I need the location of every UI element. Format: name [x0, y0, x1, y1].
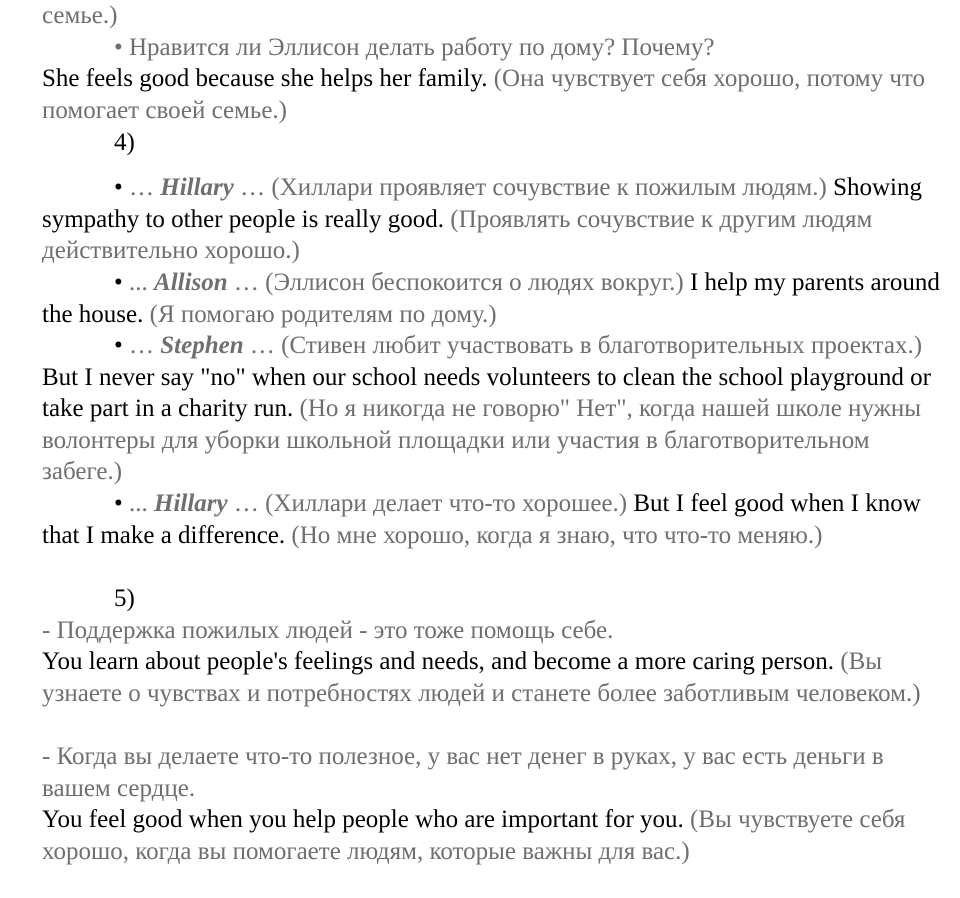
person-name: Allison [154, 269, 228, 296]
ellipsis-before: ... [122, 269, 155, 296]
russian-text: (Эллисон беспокоится о людях вокруг.) [265, 269, 684, 296]
russian-translation: (Вы узнаете о чувствах и потребностях людей и станете более заботливым человеком.) [42, 648, 921, 707]
russian-text: (Хиллари проявляет сочувствие к пожилым людям.) [271, 174, 827, 201]
bullet-hillary-difference [42, 488, 942, 551]
person-name: Stephen [160, 332, 244, 359]
section-number: 5) [114, 585, 135, 612]
bullet-mark: • [114, 174, 123, 201]
section-number-4 [42, 127, 942, 159]
russian-translation: (Я помогаю родителям по дому.) [149, 300, 497, 328]
ellipsis-after: … [227, 269, 266, 296]
russian-question: • Нравится ли Эллисон делать работу по дому? Почему? [114, 34, 715, 61]
english-text: But I never say "no" when our school needs volunteers to clean the school playground or take part in a charity run. [42, 363, 931, 422]
bullet-stephen [42, 330, 942, 488]
bullet-hillary-sympathy [42, 172, 942, 267]
bullet-mark: • [114, 269, 123, 296]
answer-feel-good [42, 804, 942, 867]
question-allison [42, 32, 942, 64]
russian-text: семье.) [42, 2, 118, 29]
ellipsis-before: … [122, 174, 161, 201]
bullet-mark: • [114, 332, 123, 359]
ellipsis-before: … [122, 332, 161, 359]
bullet-allison [42, 267, 942, 330]
russian-translation: (Она чувствует себя хорошо, потому что помогает своей семье.) [42, 65, 926, 124]
english-text: But I feel good when I know that I make a difference. [42, 490, 921, 549]
ellipsis-before: ... [122, 490, 155, 517]
russian-translation: (Вы чувствуете себя хорошо, когда вы помогаете людям, которые важны для вас.) [42, 806, 906, 865]
russian-text: (Стивен любит участвовать в благотворительных проектах.) [281, 332, 923, 359]
english-text: I help my parents around the house. [42, 269, 940, 328]
ellipsis-after: … [233, 174, 272, 201]
russian-translation: (Но мне хорошо, когда я знаю, что что-то меняю.) [291, 521, 823, 549]
person-name: Hillary [160, 174, 234, 201]
answer-caring-person [42, 646, 942, 709]
section-number-5 [42, 583, 942, 615]
statement-money-heart [42, 741, 942, 804]
english-text: You learn about people's feelings and needs, and become a more caring person. [42, 648, 834, 675]
ellipsis-after: … [243, 332, 282, 359]
paragraph-family-end [42, 0, 942, 32]
ellipsis-after: … [227, 490, 266, 517]
russian-text: (Хиллари делает что-то хорошее.) [265, 490, 628, 517]
russian-text: - Когда вы делаете что-то полезное, у вас нет денег в руках, у вас есть деньги в вашем сердце. [42, 743, 884, 802]
russian-translation: (Но я никогда не говорю" Нет", когда нашей школе нужны волонтеры для уборки школьной площадки или участия в благотворительном забеге.) [42, 395, 922, 485]
english-text: Showing sympathy to other people is really good. [42, 174, 922, 233]
russian-translation: (Проявлять сочувствие к другим людям действительно хорошо.) [42, 205, 873, 264]
statement-elderly-support [42, 615, 942, 647]
bullet-mark: • [114, 490, 123, 517]
english-text: You feel good when you help people who are important for you. [42, 806, 684, 833]
section-number: 4) [114, 129, 135, 156]
answer-allison [42, 63, 942, 126]
english-text: She feels good because she helps her family. [42, 65, 488, 92]
russian-text: - Поддержка пожилых людей - это тоже помощь себе. [42, 617, 614, 644]
person-name: Hillary [154, 490, 228, 517]
